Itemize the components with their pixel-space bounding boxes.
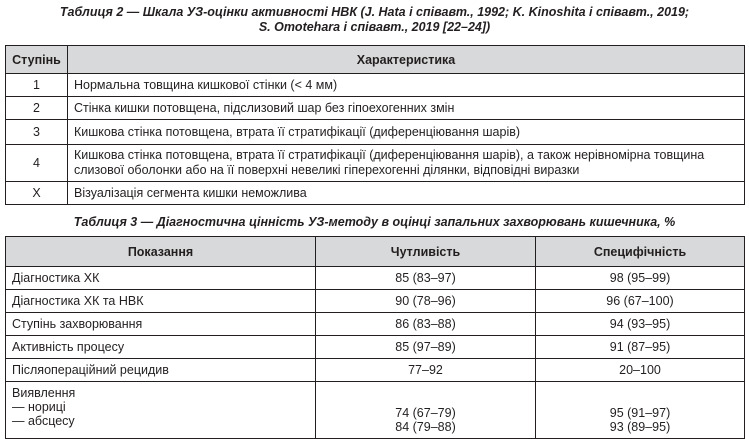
fistula-label: — нориці <box>12 400 66 414</box>
fistula-specificity: 95 (91–97) <box>609 406 671 420</box>
characteristic-cell: Візуалізація сегмента кишки неможлива <box>68 182 745 205</box>
specificity-cell: 94 (93–95) <box>536 313 745 336</box>
table-row <box>6 74 745 97</box>
indication-cell: Активність процесу <box>6 336 316 359</box>
column-header-specificity: Специфічність <box>536 237 745 267</box>
specificity-cell <box>536 382 745 439</box>
sensitivity-cell <box>316 382 536 439</box>
sensitivity-cell: 90 (78–96) <box>316 290 536 313</box>
abscess-label: — абсцесу <box>12 414 75 428</box>
table-row <box>6 145 745 182</box>
activity-scale-table <box>5 45 745 205</box>
abscess-specificity: 93 (89–95) <box>609 420 671 434</box>
table-row <box>6 97 745 120</box>
table2-caption-line2: S. Omotehara і співавт., 2019 [22–24]) <box>258 20 491 34</box>
abscess-sensitivity: 84 (79–88) <box>395 420 456 434</box>
table-row <box>6 182 745 205</box>
table2-caption <box>0 5 749 35</box>
table-header-row <box>6 46 745 74</box>
specificity-cell: 96 (67–100) <box>536 290 745 313</box>
sensitivity-cell: 86 (83–88) <box>316 313 536 336</box>
characteristic-cell: Кишкова стінка потовщена, втрата її стратифікації (диференціювання шарів) <box>68 120 745 145</box>
characteristic-cell: Кишкова стінка потовщена, втрата її стратифікації (диференціювання шарів), а також нерівномірна товщина слизової оболонки або на її поверхні невеликі гіперехогенні ділянки, відповідні виразки <box>68 145 745 182</box>
stage-cell: Х <box>6 182 68 205</box>
detection-label: Виявлення <box>12 386 76 400</box>
stage-cell: 2 <box>6 97 68 120</box>
table-row <box>6 313 745 336</box>
table-row <box>6 120 745 145</box>
stage-cell: 4 <box>6 145 68 182</box>
indication-cell: Діагностика ХК та НВК <box>6 290 316 313</box>
fistula-sensitivity: 74 (67–79) <box>395 406 456 420</box>
specificity-cell: 98 (95–99) <box>536 267 745 290</box>
stage-cell: 3 <box>6 120 68 145</box>
table-row <box>6 336 745 359</box>
specificity-cell: 91 (87–95) <box>536 336 745 359</box>
table-row <box>6 267 745 290</box>
table-header-row <box>6 237 745 267</box>
column-header-stage: Ступінь <box>6 46 68 74</box>
sensitivity-cell: 85 (83–97) <box>316 267 536 290</box>
diagnostic-value-table <box>5 236 745 439</box>
sensitivity-cell: 77–92 <box>316 359 536 382</box>
specificity-cell: 20–100 <box>536 359 745 382</box>
column-header-indication: Показання <box>6 237 316 267</box>
indication-cell: Діагностика ХК <box>6 267 316 290</box>
sensitivity-cell: 85 (97–89) <box>316 336 536 359</box>
table-row-detection <box>6 382 745 439</box>
characteristic-cell: Нормальна товщина кишкової стінки (< 4 мм) <box>68 74 745 97</box>
indication-cell: Ступінь захворювання <box>6 313 316 336</box>
indication-cell: Післяопераційний рецидив <box>6 359 316 382</box>
table-row <box>6 290 745 313</box>
table3-caption: Таблиця 3 — Діагностична цінність УЗ-методу в оцінці запальних захворювань кишечника, % <box>73 215 676 229</box>
column-header-sensitivity: Чутливість <box>316 237 536 267</box>
characteristic-cell: Стінка кишки потовщена, підслизовий шар без гіпоехогенних змін <box>68 97 745 120</box>
column-header-characteristic: Характеристика <box>68 46 745 74</box>
indication-cell <box>6 382 316 439</box>
table2-caption-line1: Таблиця 2 — Шкала УЗ-оцінки активності НВК (J. Hata і співавт., 1992; K. Kinoshita і співавт., 2019; <box>59 5 690 19</box>
table-row <box>6 359 745 382</box>
stage-cell: 1 <box>6 74 68 97</box>
